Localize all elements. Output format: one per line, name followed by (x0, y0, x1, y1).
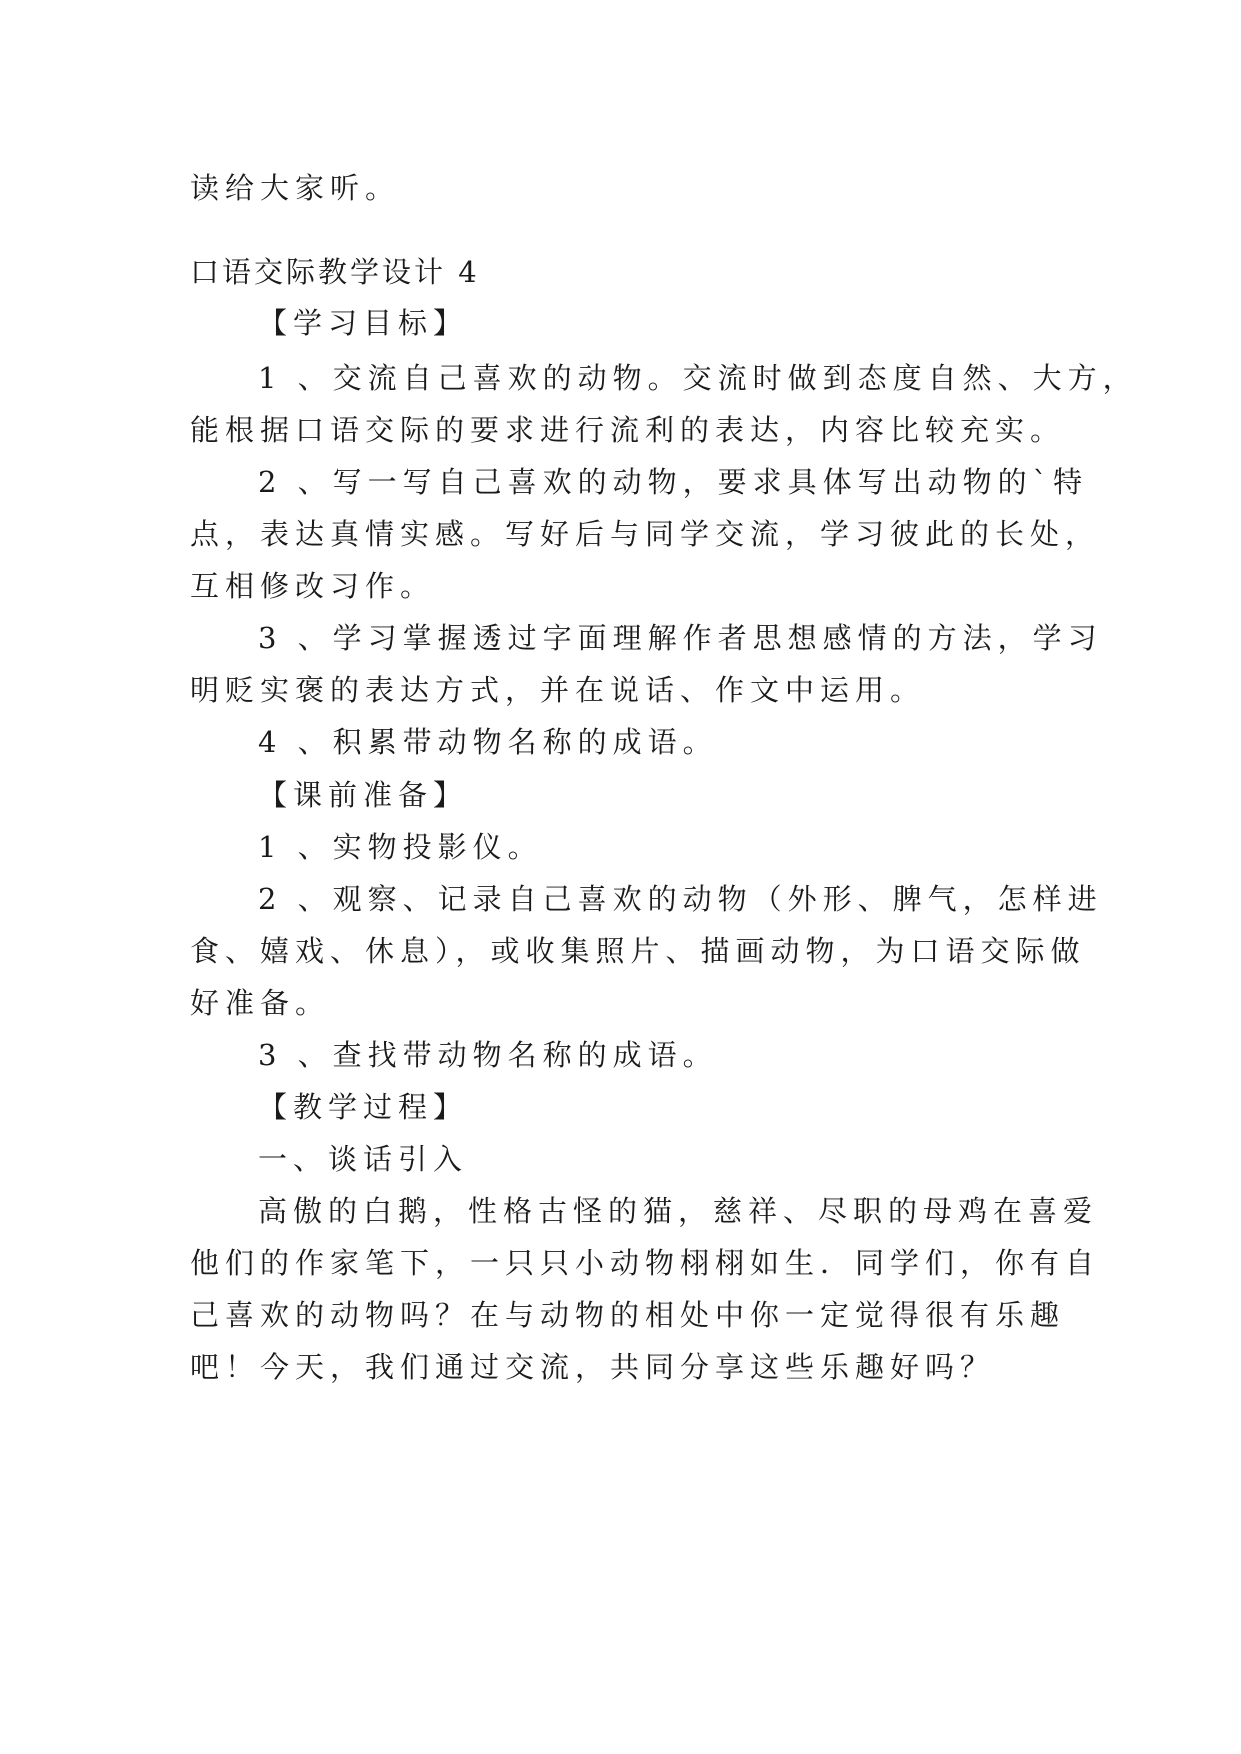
text-line: 读给大家听。 (190, 171, 401, 205)
text-line: 己喜欢的动物吗？在与动物的相处中你一定觉得很有乐趣 (190, 1298, 1066, 1332)
text-line: 2 、观察、记录自己喜欢的动物（外形、脾气，怎样进 (258, 882, 1103, 916)
section-title: 口语交际教学设计 4 (190, 255, 480, 289)
section-heading: 【学习目标】 (258, 306, 469, 340)
text-line: 明贬实褒的表达方式，并在说话、作文中运用。 (190, 673, 926, 707)
text-line: 4 、积累带动物名称的成语。 (258, 725, 718, 759)
section-heading: 【教学过程】 (258, 1090, 469, 1124)
text-line: 3 、查找带动物名称的成语。 (258, 1038, 718, 1072)
text-line: 互相修改习作。 (190, 569, 436, 603)
text-line: 食、嬉戏、休息），或收集照片、描画动物，为口语交际做 (190, 934, 1086, 968)
text-line: 2 、写一写自己喜欢的动物，要求具体写出动物的`特 (258, 465, 1089, 499)
text-line: 点，表达真情实感。写好后与同学交流，学习彼此的长处， (190, 517, 1101, 551)
text-line: 高傲的白鹅，性格古怪的猫，慈祥、尽职的母鸡在喜爱 (258, 1194, 1099, 1228)
text-line: 1 、实物投影仪。 (258, 830, 543, 864)
subsection-heading: 一、谈话引入 (258, 1142, 469, 1176)
text-line: 他们的作家笔下，一只只小动物栩栩如生．同学们，你有自 (190, 1246, 1101, 1280)
text-line: 3 、学习掌握透过字面理解作者思想感情的方法，学习 (258, 621, 1103, 655)
text-line: 1 、交流自己喜欢的动物。交流时做到态度自然、大方， (258, 361, 1138, 395)
text-line: 好准备。 (190, 986, 331, 1020)
section-heading: 【课前准备】 (258, 778, 469, 812)
text-line: 能根据口语交际的要求进行流利的表达，内容比较充实。 (190, 413, 1066, 447)
text-line: 吧！今天，我们通过交流，共同分享这些乐趣好吗？ (190, 1350, 996, 1384)
